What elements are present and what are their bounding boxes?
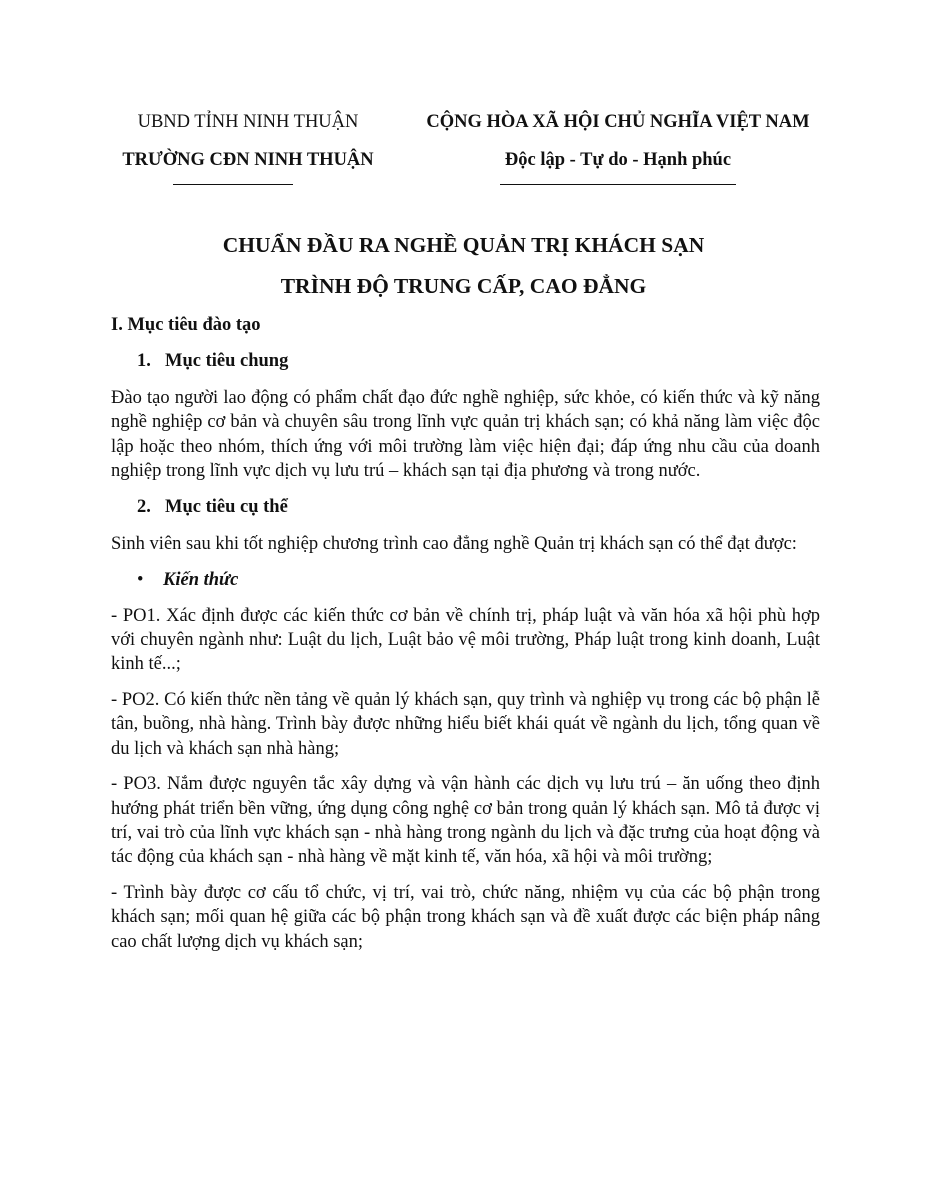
list-item: - PO3. Nắm được nguyên tắc xây dựng và vận hành các dịch vụ lưu trú – ăn uống theo định hướng phát triển bền vững, ứng dụng công nghệ cơ bản trong quản lý khách sạn. Mô tả được vị trí, vai trò của lĩnh vực khách sạn - nhà hàng trong ngành du lịch và đặc trưng của hoạt động và tác động của khách sạn - nhà hàng về mặt kinh tế, văn hóa, xã hội và môi trường; [111,774,820,868]
list-item: - Trình bày được cơ cấu tổ chức, vị trí, vai trò, chức năng, nhiệm vụ của các bộ phận trong khách sạn; mối quan hệ giữa các bộ phận trong khách sạn và đề xuất được các biện pháp nâng cao chất lượng dịch vụ khách sạn; [111,882,820,952]
list-item: - PO2. Có kiến thức nền tảng về quản lý khách sạn, quy trình và nghiệp vụ trong các bộ phận lễ tân, buồng, nhà hàng. Trình bày được những hiểu biết khái quát về ngành du lịch, tổng quan về du lịch và khách sạn nhà hàng; [111,689,820,759]
national-motto: Độc lập - Tự do - Hạnh phúc [504,150,732,170]
bullet-label: Kiến thức [163,570,239,591]
issuing-school: TRƯỜNG CĐN NINH THUẬN [122,150,374,170]
general-objective-paragraph: Đào tạo người lao động có phẩm chất đạo đức nghề nghiệp, sức khỏe, có kiến thức và kỹ năng nghề nghiệp cơ bản và chuyên sâu trong lĩnh vực quản trị khách sạn; có khả năng làm việc độc lập hoặc theo nhóm, thích ứng với môi trường làm việc hiện đại; đáp ứng nhu cầu của doanh nghiệp trong lĩnh vực dịch vụ lưu trú – khách sạn tại địa phương và trong nước. [111,387,820,482]
section-heading-objectives: I. Mục tiêu đào tạo [111,315,261,335]
list-item: - PO1. Xác định được các kiến thức cơ bản về chính trị, pháp luật và văn hóa xã hội phù hợp với chuyên ngành như: Luật du lịch, Luật bảo vệ môi trường, Pháp luật trong kinh doanh, Luật kinh tế...; [111,605,820,675]
specific-objective-intro: Sinh viên sau khi tốt nghiệp chương trình cao đẳng nghề Quản trị khách sạn có thể đạt được: [111,533,797,554]
issuing-authority: UBND TỈNH NINH THUẬN [137,112,359,132]
subsection-title: Mục tiêu cụ thể [165,497,288,518]
subsection-heading-specific [137,495,820,519]
header-right-divider [500,184,736,185]
document-body [111,313,820,965]
subsection-title: Mục tiêu chung [165,351,289,372]
document-title-line2: TRÌNH ĐỘ TRUNG CẤP, CAO ĐẲNG [280,274,647,298]
subsection-number: 2. [137,497,151,518]
header-left-divider [173,184,293,185]
national-title: CỘNG HÒA XÃ HỘI CHỦ NGHĨA VIỆT NAM [426,112,810,132]
document-header [0,108,927,198]
knowledge-bullet [137,568,820,592]
document-title-line1: CHUẨN ĐẦU RA NGHỀ QUẢN TRỊ KHÁCH SẠN [222,233,705,257]
bullet-icon: • [137,570,144,591]
subsection-heading-general [137,349,820,373]
subsection-number: 1. [137,351,151,372]
